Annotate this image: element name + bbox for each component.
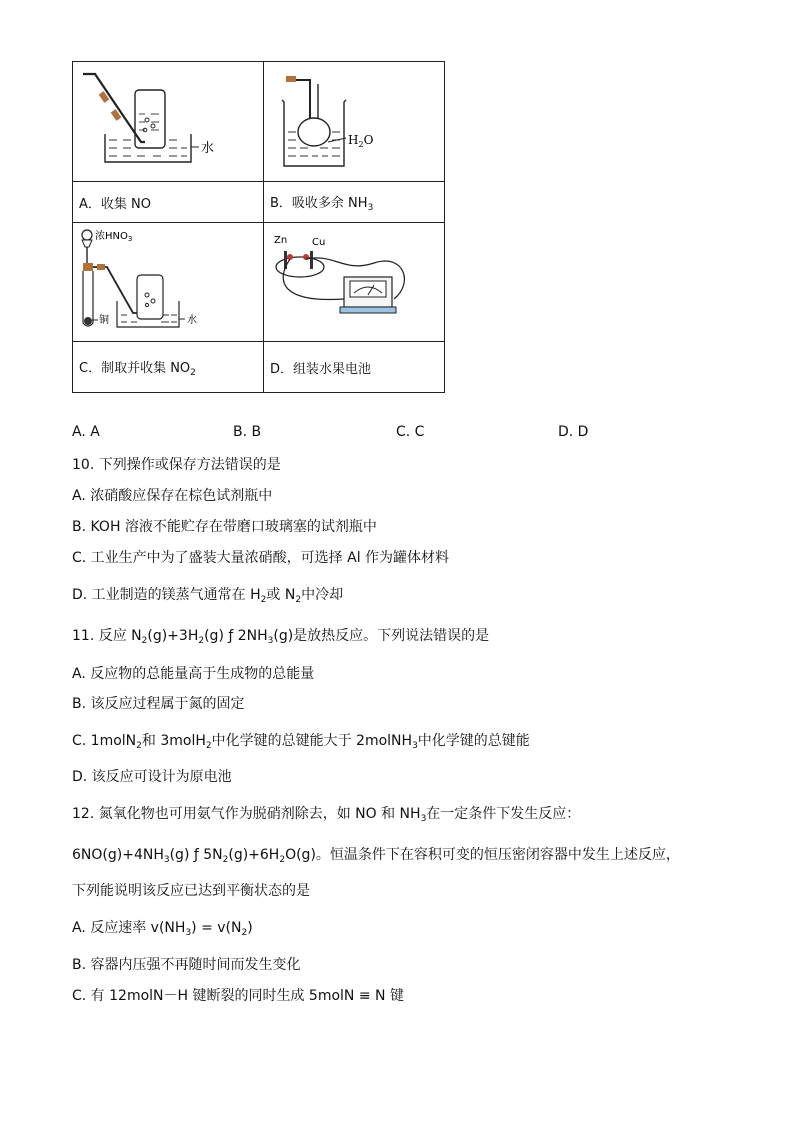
label-cu: Cu: [312, 237, 326, 248]
label-conc-hno3: 浓$HNO_3$: [95, 231, 133, 243]
cell-d-figure: [264, 223, 445, 342]
q12-option-b: B. 容器内压强不再随时间而发生变化: [72, 957, 301, 973]
q11-option-c: C. 1molN$_2$和 3molH$_2$中化学键的总键能大于 2molNH$_3$中化学键的总键能: [72, 733, 530, 751]
fruit-battery-figure: [264, 223, 444, 337]
q10-option-b: B. KOH 溶液不能贮存在带磨口玻璃塞的试剂瓶中: [72, 519, 377, 535]
option-a: A. A: [72, 424, 100, 440]
caption-a: A．收集 NO: [73, 182, 264, 223]
label-h2o: $H_2O$: [348, 133, 374, 149]
experiment-table: [72, 61, 445, 393]
label-copper: 铜: [99, 315, 109, 326]
q11-option-a: A. 反应物的总能量高于生成物的总能量: [72, 666, 315, 682]
option-d: D. D: [558, 424, 589, 440]
q11-stem: 11. 反应 $N_2(g)+3H_2(g)$ ƒ $2NH_3(g)$是放热反应。下列说法错误的是: [72, 628, 490, 646]
collect-no-apparatus-figure: [73, 62, 263, 177]
q12-option-c: C. 有 12molN－H 键断裂的同时生成 5molN ≡ N 键: [72, 988, 404, 1004]
cell-c-figure: [73, 223, 264, 342]
q12-stem: 12. 氮氧化物也可用氨气作为脱硝剂除去，如 NO 和 $NH_3$在一定条件下发生反应：: [72, 806, 581, 824]
label-water-a: 水: [201, 141, 215, 156]
q11-option-d: D. 该反应可设计为原电池: [72, 769, 232, 785]
label-zn: Zn: [274, 235, 288, 246]
cell-a-figure: [73, 62, 264, 182]
q12-option-a: A. 反应速率 $v(NH_3) = v(N_2)$: [72, 920, 253, 938]
q10-stem: 10. 下列操作或保存方法错误的是: [72, 457, 281, 473]
q10-option-d: D. 工业制造的镁蒸气通常在 $H_2$或 $N_2$中冷却: [72, 587, 344, 605]
q12-stem-2: 下列能说明该反应已达到平衡状态的是: [72, 883, 310, 899]
label-water-c: 水: [187, 315, 197, 326]
cell-b-figure: [264, 62, 445, 182]
caption-c: C．制取并收集 $NO_2$: [73, 342, 264, 393]
option-c: C. C: [396, 424, 425, 440]
caption-b: B．吸收多余 $NH_3$: [264, 182, 445, 223]
option-b: B. B: [233, 424, 262, 440]
absorb-nh3-apparatus-figure: [264, 62, 444, 177]
prepare-no2-apparatus-figure: [73, 223, 263, 337]
q10-option-a: A. 浓硝酸应保存在棕色试剂瓶中: [72, 488, 273, 504]
q11-option-b: B. 该反应过程属于氮的固定: [72, 696, 245, 712]
q10-option-c: C. 工业生产中为了盛装大量浓硝酸，可选择 Al 作为罐体材料: [72, 550, 450, 566]
caption-d: D．组装水果电池: [264, 342, 445, 393]
q12-equation: $6NO(g)+4NH_3(g)$ ƒ $5N_2(g)+6H_2O(g)$。恒温条件下在容积可变的恒压密闭容器中发生上述反应，: [72, 847, 680, 865]
